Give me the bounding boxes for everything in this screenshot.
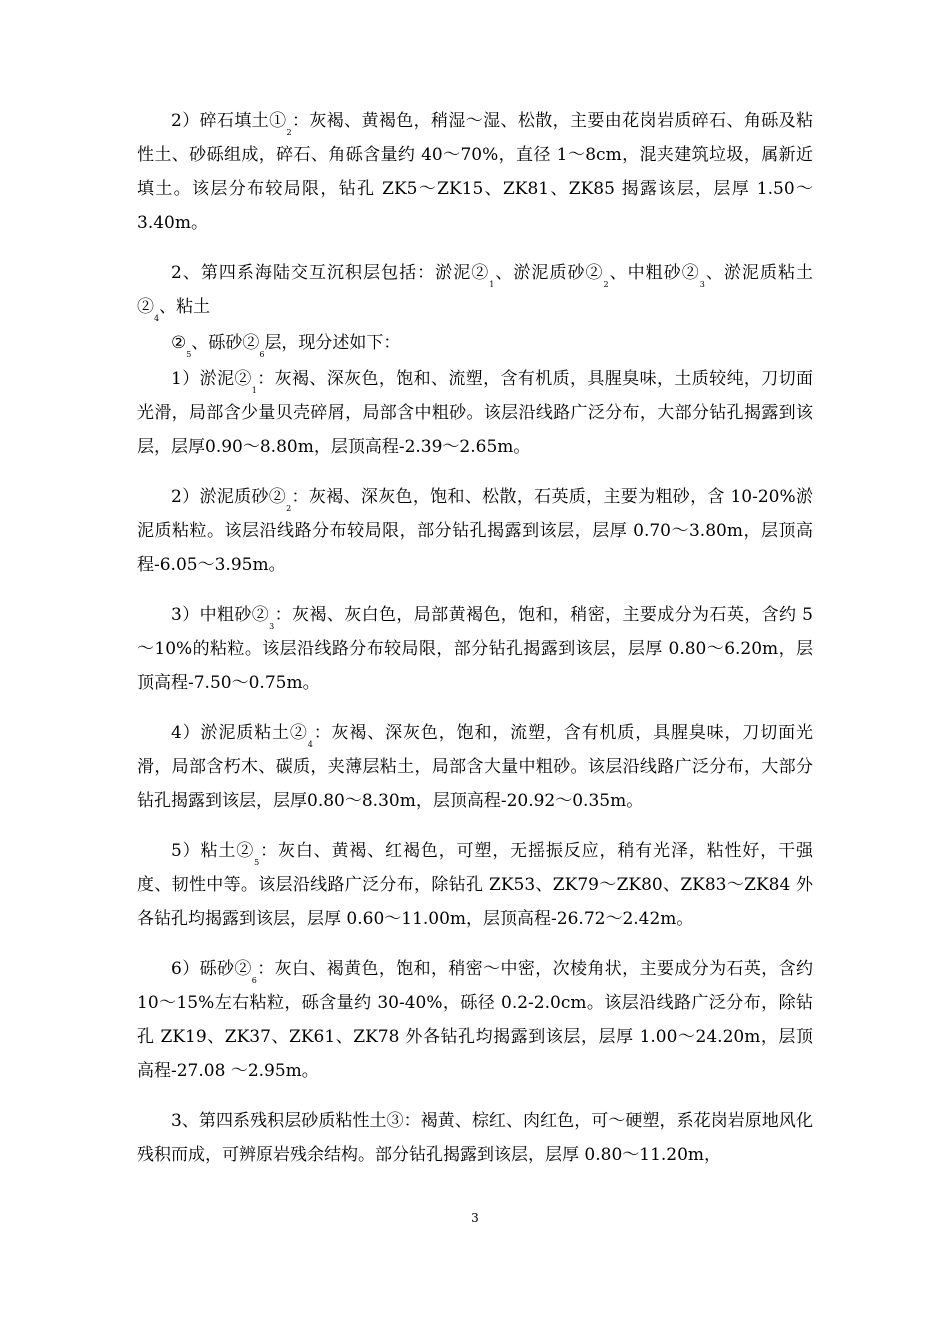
body-text xyxy=(137,104,813,1172)
paragraph-marine-deposits xyxy=(137,256,813,324)
layer-subscript: 1 xyxy=(251,386,257,395)
text-segment: 、砾砂② xyxy=(191,333,260,353)
paragraph-coarse-sand xyxy=(137,598,813,700)
paragraph-gravelly-sand xyxy=(137,952,813,1088)
text-segment: 1）淤泥② xyxy=(171,369,252,389)
text-segment: ：灰白、黄褐、红褐色，可塑，无摇振反应，稍有光泽，粘性好，干强度、韧性中等。该层沿线路广泛分布，除钻孔 ZK53、ZK79～ZK80、ZK83～ZK84 外各钻孔均揭露到该层，层厚 0.60～11.00m，层顶高程-26.72～2.42m。 xyxy=(137,841,813,929)
layer-subscript: 3 xyxy=(699,280,705,289)
paragraph-residual-soil xyxy=(137,1104,813,1172)
paragraph-silty-sand xyxy=(137,480,813,582)
text-segment: ：灰褐、黄褐色，稍湿～湿、松散，主要由花岗岩质碎石、角砾及粘性土、砂砾组成，碎石、角砾含量约 40～70%，直径 1～8cm，混夹建筑垃圾，属新近填土。该层分布较局限，钻孔 ZK5～ZK15、ZK81、ZK85 揭露该层，层厚 1.50～3.40m。 xyxy=(137,111,813,233)
layer-subscript: 4 xyxy=(307,740,313,749)
text-segment: ：灰白、褐黄色，饱和，稍密～中密，次棱角状，主要成分为石英，含约 10～15%左右粘粒，砾含量约 30-40%，砾径 0.2-2.0cm。该层沿线路广泛分布，除钻孔 ZK19、ZK37、ZK61、ZK78 外各钻孔均揭露到该层，层厚 1.00～24.20m，层顶高程-27.08 ～2.95m。 xyxy=(137,959,813,1081)
page-number: 3 xyxy=(471,1211,479,1225)
layer-subscript: 2 xyxy=(286,128,292,137)
layer-subscript: 2 xyxy=(286,504,292,513)
layer-subscript: 3 xyxy=(269,622,275,631)
text-segment: ：灰褐、深灰色，饱和，流塑，含有机质，具腥臭味，刀切面光滑，局部含朽木、碳质，夹薄层粘土，局部含大量中粗砂。该层沿线路广泛分布，大部分钻孔揭露到该层，层厚0.80～8.30m，层顶高程-20.92～0.35m。 xyxy=(137,723,813,811)
text-segment: 2）淤泥质砂② xyxy=(171,487,287,507)
text-segment: 3、第四系残积层砂质粘性土③：褐黄、棕红、肉红色，可～硬塑，系花岗岩原地风化残积而成，可辨原岩残余结构。部分钻孔揭露到该层，层厚 0.80～11.20m， xyxy=(137,1111,813,1165)
text-segment: 5）粘土② xyxy=(171,841,255,861)
layer-subscript: 6 xyxy=(251,976,257,985)
text-segment: 、淤泥质砂② xyxy=(494,263,604,283)
paragraph-marine-deposits-cont xyxy=(137,326,813,360)
text-segment: 2）碎石填土① xyxy=(171,111,287,131)
text-segment: 2、第四系海陆交互沉积层包括：淤泥② xyxy=(171,263,490,283)
text-segment: 6）砾砂② xyxy=(171,959,252,979)
layer-subscript: 2 xyxy=(603,280,609,289)
paragraph-clay xyxy=(137,834,813,936)
layer-subscript: 5 xyxy=(254,858,260,867)
text-segment: ：灰褐、灰白色，局部黄褐色，饱和，稍密，主要成分为石英，含约 5～10%的粘粒。该层沿线路分布较局限，部分钻孔揭露到该层，层厚 0.80～6.20m，层顶高程-7.50～0.75m。 xyxy=(137,605,813,693)
text-segment: 、中粗砂② xyxy=(608,263,700,283)
text-segment: ② xyxy=(171,333,187,353)
text-segment: 层，现分述如下： xyxy=(264,333,401,353)
text-segment: 、粘土 xyxy=(159,297,211,317)
text-segment: 、淤泥质粘土② xyxy=(137,263,814,317)
layer-subscript: 6 xyxy=(259,350,265,359)
paragraph-gravel-fill xyxy=(137,104,813,240)
text-segment: ：灰褐、深灰色，饱和、松散，石英质，主要为粗砂，含 10-20%淤泥质粘粒。该层沿线路分布较局限，部分钻孔揭露到该层，层厚 0.70～3.80m，层顶高程-6.05～3.95m。 xyxy=(137,487,813,575)
text-segment: ：灰褐、深灰色，饱和、流塑，含有机质，具腥臭味，土质较纯，刀切面光滑，局部含少量贝壳碎屑，局部含中粗砂。该层沿线路广泛分布，大部分钻孔揭露到该层，层厚0.90～8.80m，层顶高程-2.39～2.65m。 xyxy=(137,369,813,457)
layer-subscript: 1 xyxy=(489,280,495,289)
paragraph-silty-clay xyxy=(137,716,813,818)
layer-subscript: 4 xyxy=(154,314,160,323)
text-segment: 4）淤泥质粘土② xyxy=(171,723,308,743)
paragraph-silt xyxy=(137,362,813,464)
layer-subscript: 5 xyxy=(186,350,192,359)
text-segment: 3）中粗砂② xyxy=(171,605,270,625)
